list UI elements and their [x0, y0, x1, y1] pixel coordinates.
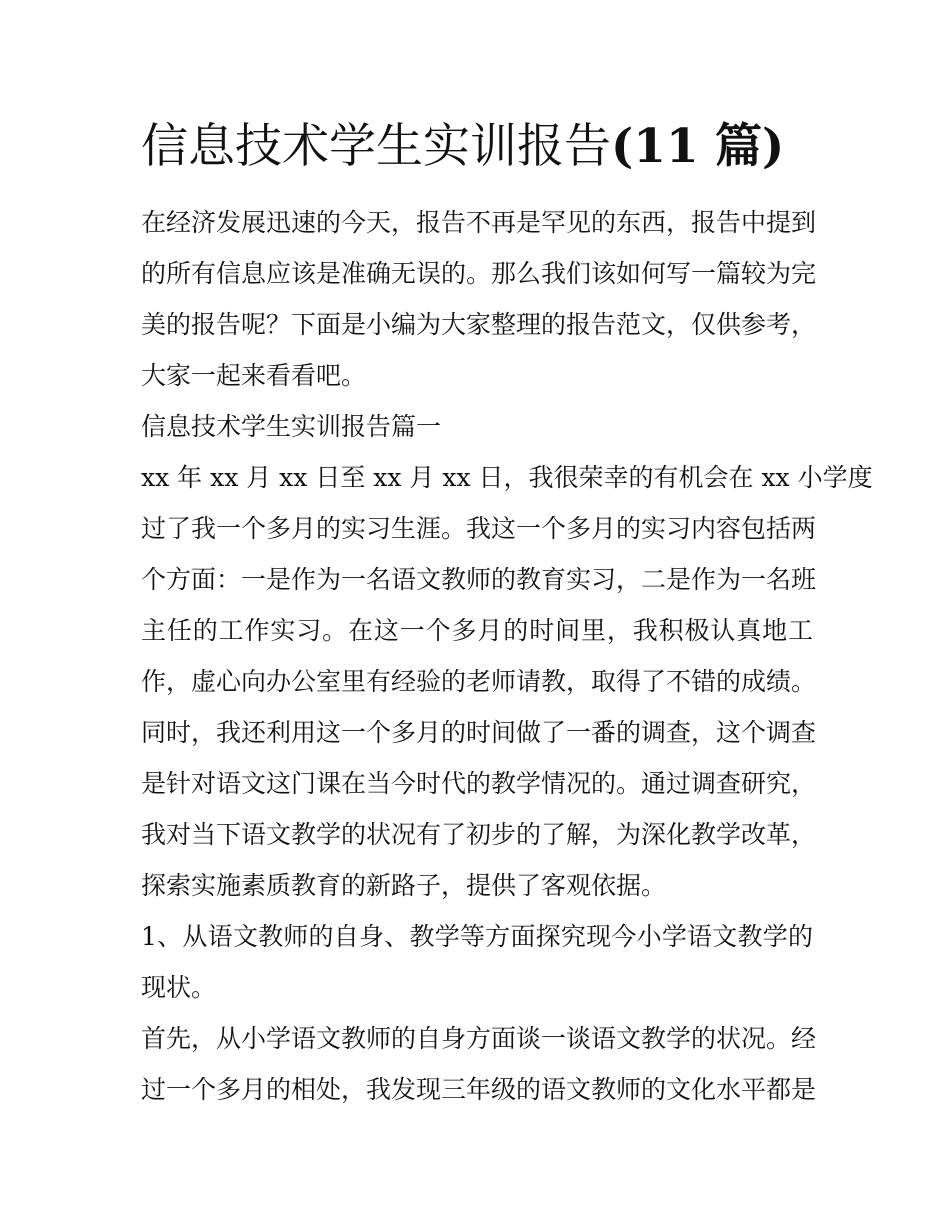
text-line: 美的报告呢？下面是小编为大家整理的报告范文，仅供参考，	[141, 310, 817, 339]
title-count: (11 篇)	[611, 119, 785, 174]
text-line: 过了我一个多月的实习生涯。我这一个多月的实习内容包括两	[141, 514, 817, 543]
text-line: xx 年 xx 月 xx 日至 xx 月 xx 日，我很荣幸的有机会在 xx 小学度	[141, 463, 873, 492]
document-page	[141, 112, 873, 1115]
text-line: 主任的工作实习。在这一个多月的时间里，我积极认真地工	[141, 616, 813, 645]
text-line: 个方面：一是作为一名语文教师的教育实习，二是作为一名班	[141, 565, 817, 594]
text-line: 我对当下语文教学的状况有了初步的了解，为深化教学改革，	[141, 820, 817, 849]
section-heading: 信息技术学生实训报告篇一	[141, 412, 442, 441]
title-text: 信息技术学生实训报告	[141, 119, 611, 174]
text-line: 作，虚心向办公室里有经验的老师请教，取得了不错的成绩。	[141, 667, 817, 696]
text-line: 探索实施素质教育的新路子，提供了客观依据。	[141, 871, 667, 900]
text-line: 同时，我还利用这一个多月的时间做了一番的调查，这个调查	[141, 718, 817, 747]
document-title	[141, 112, 813, 182]
text-line: 过一个多月的相处，我发现三年级的语文教师的文化水平都是	[141, 1075, 817, 1104]
text-line: 大家一起来看看吧。	[141, 361, 367, 390]
list-item-heading: 1、从语文教师的自身、教学等方面探究现今小学语文教学的	[141, 922, 813, 951]
document-body	[141, 197, 873, 1115]
text-line: 首先，从小学语文教师的自身方面谈一谈语文教学的状况。经	[141, 1024, 817, 1053]
text-line: 现状。	[141, 973, 217, 1002]
text-line: 的所有信息应该是准确无误的。那么我们该如何写一篇较为完	[141, 259, 817, 288]
text-line: 在经济发展迅速的今天，报告不再是罕见的东西，报告中提到	[141, 208, 817, 237]
text-line: 是针对语文这门课在当今时代的教学情况的。通过调查研究，	[141, 769, 817, 798]
